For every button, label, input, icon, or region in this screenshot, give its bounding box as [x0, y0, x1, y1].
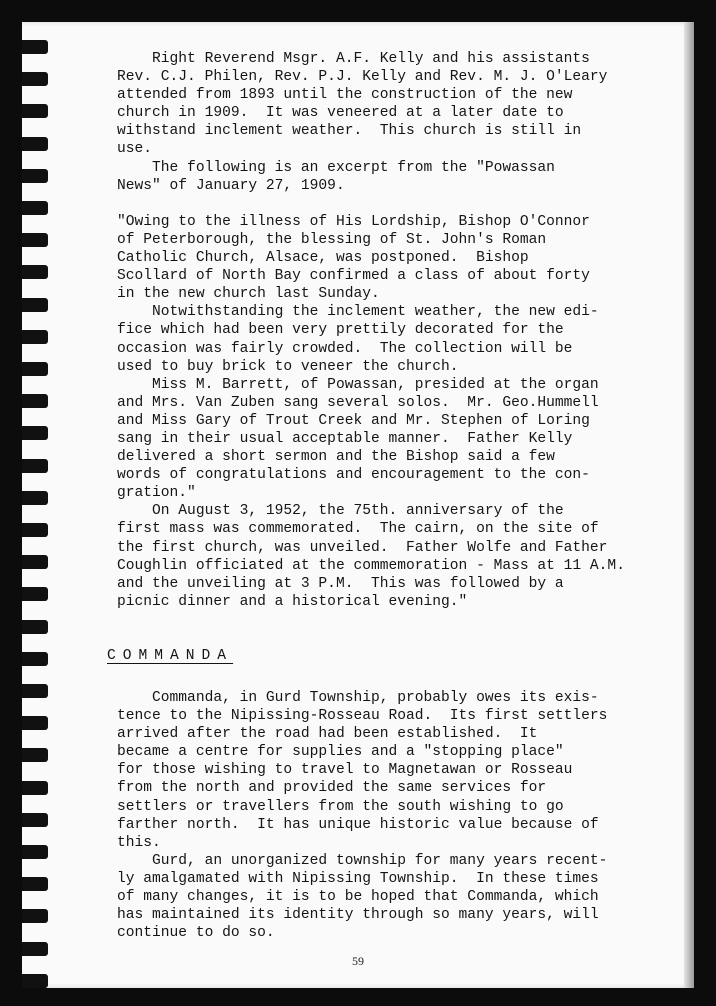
page-text — [107, 50, 627, 942]
binding-ring — [22, 362, 48, 376]
section-heading — [107, 647, 627, 673]
text-line: and the unveiling at 3 P.M. This was followed by a — [117, 575, 564, 592]
text-line: Coughlin officiated at the commemoration - Mass at 11 A.M. — [117, 557, 625, 574]
binding-ring — [22, 684, 48, 698]
spiral-binding — [22, 22, 48, 988]
text-line: Miss M. Barrett, of Powassan, presided at the organ — [117, 376, 599, 393]
binding-ring — [22, 491, 48, 505]
binding-ring — [22, 620, 48, 634]
text-line: continue to do so. — [117, 925, 275, 942]
text-line: use. — [117, 141, 153, 158]
binding-ring — [22, 330, 48, 344]
page-edge-shadow — [684, 22, 694, 988]
binding-ring — [22, 104, 48, 118]
text-line: picnic dinner and a historical evening." — [117, 593, 468, 610]
text-line: On August 3, 1952, the 75th. anniversary of the — [117, 503, 564, 520]
paragraph — [117, 159, 627, 195]
text-line: occasion was fairly crowded. The collection will be — [117, 340, 573, 357]
text-line: Scollard of North Bay confirmed a class of about forty — [117, 268, 590, 285]
binding-ring — [22, 233, 48, 247]
binding-ring — [22, 555, 48, 569]
paragraph — [117, 689, 627, 852]
text-line: first mass was commemorated. The cairn, on the site of — [117, 521, 599, 538]
text-line: became a centre for supplies and a "stopping place" — [117, 744, 564, 761]
text-line: sang in their usual acceptable manner. Father Kelly — [117, 430, 573, 447]
binding-ring — [22, 523, 48, 537]
binding-ring — [22, 909, 48, 923]
binding-ring — [22, 716, 48, 730]
binding-ring — [22, 974, 48, 988]
text-line: News" of January 27, 1909. — [117, 177, 345, 194]
text-line: Right Reverend Msgr. A.F. Kelly and his assistants — [117, 51, 590, 67]
text-line: attended from 1893 until the construction of the new — [117, 87, 573, 104]
text-line: the first church, was unveiled. Father Wolfe and Father — [117, 539, 608, 556]
text-line: Commanda, in Gurd Township, probably owes its exis- — [117, 690, 599, 706]
binding-ring — [22, 298, 48, 312]
text-line: has maintained its identity through so many years, will — [117, 907, 599, 924]
paragraph — [117, 852, 627, 942]
text-line: gration." — [117, 485, 196, 502]
text-line: of many changes, it is to be hoped that Commanda, which — [117, 889, 599, 906]
text-line: tence to the Nipissing-Rosseau Road. Its first settlers — [117, 708, 608, 725]
binding-ring — [22, 459, 48, 473]
text-line: arrived after the road had been established. It — [117, 726, 538, 743]
text-line: and Mrs. Van Zuben sang several solos. Mr. Geo.Hummell — [117, 394, 599, 411]
text-line: withstand inclement weather. This church is still in — [117, 123, 582, 140]
paragraph — [117, 502, 627, 611]
binding-ring — [22, 169, 48, 183]
page-number: 59 — [352, 954, 364, 968]
binding-ring — [22, 845, 48, 859]
text-line: Rev. C.J. Philen, Rev. P.J. Kelly and Rev. M. J. O'Leary — [117, 69, 608, 86]
text-line: Notwithstanding the inclement weather, the new edi- — [117, 304, 599, 321]
text-line: used to buy brick to veneer the church. — [117, 358, 459, 375]
text-line: farther north. It has unique historic value because of — [117, 816, 599, 833]
binding-ring — [22, 781, 48, 795]
text-line: "Owing to the illness of His Lordship, Bishop O'Connor — [117, 213, 590, 230]
text-line: words of congratulations and encouragement to the con- — [117, 467, 590, 484]
text-line: ly amalgamated with Nipissing Township. In these times — [117, 870, 599, 887]
text-line: for those wishing to travel to Magnetawan or Rosseau — [117, 762, 573, 779]
text-line: fice which had been very prettily decorated for the — [117, 322, 564, 339]
binding-ring — [22, 813, 48, 827]
binding-ring — [22, 72, 48, 86]
binding-ring — [22, 587, 48, 601]
text-line: and Miss Gary of Trout Creek and Mr. Stephen of Loring — [117, 412, 590, 429]
text-line: Gurd, an unorganized township for many years recent- — [117, 852, 608, 869]
quote-paragraph — [117, 213, 627, 303]
binding-ring — [22, 652, 48, 666]
binding-ring — [22, 426, 48, 440]
binding-ring — [22, 40, 48, 54]
binding-ring — [22, 942, 48, 956]
text-line: of Peterborough, the blessing of St. John's Roman — [117, 231, 547, 248]
binding-ring — [22, 748, 48, 762]
text-line: Catholic Church, Alsace, was postponed. Bishop — [117, 250, 529, 267]
quote-paragraph — [117, 303, 627, 375]
text-line: this. — [117, 834, 161, 851]
text-line: delivered a short sermon and the Bishop said a few — [117, 449, 555, 466]
text-line: in the new church last Sunday. — [117, 286, 380, 303]
quote-paragraph — [117, 376, 627, 503]
text-line: The following is an excerpt from the "Powassan — [117, 159, 555, 176]
text-line: from the north and provided the same services for — [117, 780, 547, 797]
text-line: settlers or travellers from the south wishing to go — [117, 798, 564, 815]
binding-ring — [22, 265, 48, 279]
binding-ring — [22, 137, 48, 151]
section-heading-text: COMMANDA — [107, 648, 234, 664]
binding-ring — [22, 877, 48, 891]
text-line: church in 1909. It was veneered at a later date to — [117, 105, 564, 122]
paragraph — [117, 50, 627, 159]
binding-ring — [22, 394, 48, 408]
binding-ring — [22, 201, 48, 215]
